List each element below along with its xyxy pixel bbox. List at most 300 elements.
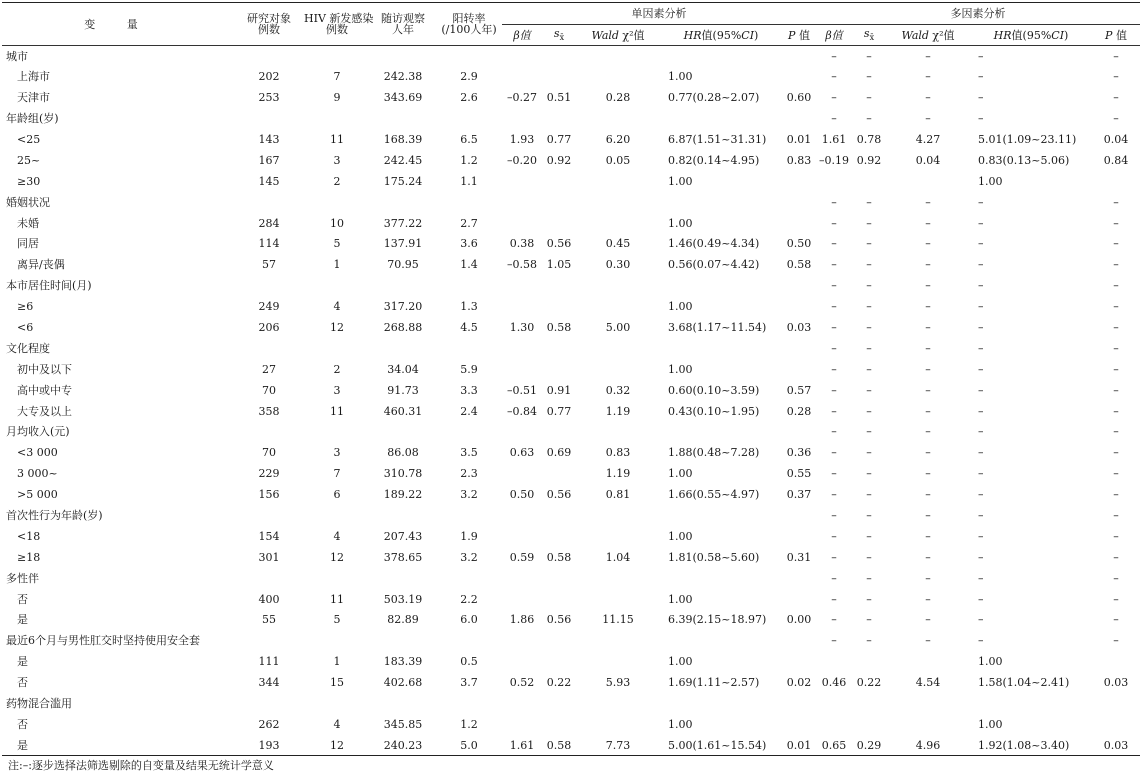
- cell-uni-se: [542, 463, 576, 484]
- cell-uni-beta: 0.38: [509, 237, 535, 251]
- cell-multi-hr: –: [978, 383, 984, 397]
- cell-multi-se: –: [866, 258, 872, 272]
- cell-rate: [436, 568, 502, 589]
- cell-multi-beta: [816, 693, 852, 714]
- cell-rate: 1.3: [460, 300, 478, 314]
- cell-uni-p: 0.58: [786, 258, 812, 272]
- cell-multi-wald: –: [925, 237, 931, 251]
- table-row: [2, 296, 1140, 317]
- cell-hiv-new: 1: [333, 258, 341, 272]
- table-group-row: [2, 422, 1140, 443]
- cell-uni-wald: [576, 693, 660, 714]
- cell-subjects: 193: [258, 738, 280, 752]
- cell-subjects: 358: [258, 404, 280, 418]
- cell-hiv-new: 7: [333, 70, 341, 84]
- cell-uni-beta: [502, 338, 542, 359]
- cell-multi-wald: –: [925, 70, 931, 84]
- cell-multi-hr: –: [978, 488, 984, 502]
- cell-multi-hr: 1.58(1.04~2.41): [978, 676, 1070, 690]
- row-label: 25~: [17, 153, 41, 167]
- row-label: 是: [17, 738, 28, 752]
- cell-person-years: [370, 568, 436, 589]
- cell-uni-hr: 0.60(0.10~3.59): [668, 383, 760, 397]
- cell-hiv-new: 6: [333, 488, 341, 502]
- header-multi-p: P 值: [1092, 25, 1140, 46]
- cell-uni-hr: 1.00: [668, 216, 693, 230]
- cell-person-years: 189.22: [383, 488, 423, 502]
- cell-uni-se: 0.58: [546, 550, 572, 564]
- cell-multi-beta: 0.65: [821, 738, 847, 752]
- cell-person-years: 137.91: [383, 237, 423, 251]
- row-label: 否: [17, 717, 28, 731]
- cell-uni-se: [542, 589, 576, 610]
- cell-uni-se: 0.91: [546, 383, 572, 397]
- table-group-row: [2, 505, 1140, 526]
- cell-person-years: 402.68: [383, 676, 423, 690]
- results-table: [2, 2, 1140, 756]
- cell-multi-p: –: [1113, 488, 1119, 502]
- row-label: <6: [17, 321, 34, 335]
- cell-multi-beta: –: [831, 341, 837, 355]
- cell-uni-beta: –0.27: [507, 91, 537, 105]
- cell-multi-wald: [886, 693, 970, 714]
- cell-uni-wald: [576, 505, 660, 526]
- cell-multi-hr: –: [978, 321, 984, 335]
- cell-multi-p: –: [1113, 425, 1119, 439]
- cell-multi-p: –: [1113, 216, 1119, 230]
- cell-uni-se: [542, 693, 576, 714]
- cell-multi-beta: –: [831, 613, 837, 627]
- cell-uni-hr: 1.00: [668, 300, 693, 314]
- cell-multi-wald: –: [925, 383, 931, 397]
- cell-multi-hr: –: [978, 467, 984, 481]
- cell-uni-p: [782, 108, 816, 129]
- cell-rate: [436, 46, 502, 67]
- header-uni-se: $s_{x̄}$: [542, 25, 576, 46]
- cell-subjects: 344: [258, 676, 280, 690]
- cell-hiv-new: 4: [333, 300, 341, 314]
- cell-multi-se: –: [866, 70, 872, 84]
- cell-multi-se: 0.22: [856, 676, 882, 690]
- cell-multi-wald: –: [925, 362, 931, 376]
- cell-multi-beta: –: [831, 509, 837, 523]
- cell-multi-se: [852, 651, 886, 672]
- cell-uni-hr: [660, 192, 782, 213]
- cell-rate: [436, 693, 502, 714]
- cell-uni-p: [782, 589, 816, 610]
- cell-hiv-new: 12: [330, 738, 344, 752]
- row-label: 是: [17, 613, 28, 627]
- cell-multi-hr: –: [978, 49, 984, 63]
- cell-subjects: [234, 108, 304, 129]
- cell-uni-beta: [502, 192, 542, 213]
- row-label: >5 000: [17, 488, 58, 502]
- header-uni-hr: HR值(95%CI): [660, 25, 782, 46]
- cell-multi-wald: –: [925, 488, 931, 502]
- row-label: 大专及以上: [17, 404, 72, 418]
- cell-multi-se: –: [866, 91, 872, 105]
- table-group-row: [2, 108, 1140, 129]
- cell-multi-p: –: [1113, 258, 1119, 272]
- cell-rate: 3.2: [460, 550, 478, 564]
- cell-uni-beta: [502, 505, 542, 526]
- table-row: [2, 87, 1140, 108]
- row-label: 婚姻状况: [6, 195, 50, 209]
- cell-multi-beta: [816, 714, 852, 735]
- cell-subjects: 55: [262, 613, 276, 627]
- cell-multi-p: [1092, 171, 1140, 192]
- cell-uni-hr: 1.81(0.58~5.60): [668, 550, 760, 564]
- cell-multi-se: –: [866, 467, 872, 481]
- cell-uni-p: 0.01: [786, 133, 812, 146]
- cell-multi-beta: [816, 171, 852, 192]
- cell-uni-hr: [660, 422, 782, 443]
- cell-multi-wald: –: [925, 49, 931, 63]
- cell-multi-wald: [886, 651, 970, 672]
- cell-uni-wald: [576, 568, 660, 589]
- cell-uni-p: 0.01: [786, 738, 812, 752]
- cell-multi-p: –: [1113, 195, 1119, 209]
- cell-uni-beta: [502, 46, 542, 67]
- cell-person-years: 175.24: [383, 174, 423, 188]
- cell-uni-wald: [576, 171, 660, 192]
- cell-multi-beta: –0.19: [819, 153, 849, 167]
- table-row: [2, 213, 1140, 234]
- cell-hiv-new: [304, 192, 370, 213]
- cell-uni-hr: 1.46(0.49~4.34): [668, 237, 760, 251]
- cell-uni-p: [782, 192, 816, 213]
- cell-uni-se: [542, 714, 576, 735]
- cell-uni-beta: [502, 463, 542, 484]
- cell-multi-wald: –: [925, 279, 931, 293]
- cell-uni-hr: 0.56(0.07~4.42): [668, 258, 760, 272]
- table-row: [2, 610, 1140, 631]
- cell-uni-se: 0.77: [546, 404, 572, 418]
- cell-multi-p: [1092, 714, 1140, 735]
- table-group-row: [2, 275, 1140, 296]
- cell-multi-se: –: [866, 550, 872, 564]
- header-multi-beta: β值: [816, 25, 852, 46]
- cell-uni-hr: 6.39(2.15~18.97): [668, 613, 767, 627]
- cell-subjects: 70: [262, 446, 276, 460]
- cell-subjects: [234, 192, 304, 213]
- cell-uni-p: [782, 568, 816, 589]
- cell-uni-p: [782, 422, 816, 443]
- cell-uni-beta: 1.93: [509, 133, 535, 146]
- cell-uni-hr: 5.00(1.61~15.54): [668, 738, 767, 752]
- cell-multi-p: 0.03: [1103, 676, 1129, 690]
- cell-uni-p: 0.83: [786, 153, 812, 167]
- cell-uni-hr: [660, 275, 782, 296]
- cell-rate: 2.4: [460, 404, 478, 418]
- cell-uni-wald: [576, 108, 660, 129]
- cell-hiv-new: 4: [333, 529, 341, 543]
- header-hiv-new: HIV 新发感染 例数: [304, 3, 370, 46]
- cell-multi-wald: –: [925, 613, 931, 627]
- cell-uni-beta: [502, 213, 542, 234]
- table-row: [2, 651, 1140, 672]
- row-label: 最近6个月与男性肛交时坚持使用安全套: [6, 634, 200, 648]
- cell-uni-hr: [660, 630, 782, 651]
- cell-subjects: 262: [258, 717, 280, 731]
- cell-multi-wald: –: [925, 571, 931, 585]
- cell-multi-se: –: [866, 592, 872, 606]
- cell-multi-se: –: [866, 321, 872, 335]
- row-label: 高中或中专: [17, 383, 72, 397]
- cell-rate: 1.4: [460, 258, 478, 272]
- cell-person-years: 345.85: [383, 717, 423, 731]
- cell-multi-beta: –: [831, 467, 837, 481]
- cell-uni-wald: 5.00: [605, 321, 631, 335]
- cell-uni-se: 0.56: [546, 488, 572, 502]
- cell-person-years: 503.19: [383, 592, 423, 606]
- cell-person-years: 268.88: [383, 321, 423, 335]
- cell-multi-hr: 5.01(1.09~23.11): [978, 133, 1077, 146]
- cell-hiv-new: 5: [333, 613, 341, 627]
- cell-multi-hr: –: [978, 404, 984, 418]
- cell-multi-hr: –: [978, 634, 984, 648]
- cell-uni-hr: 1.00: [668, 362, 693, 376]
- cell-person-years: 460.31: [383, 404, 423, 418]
- header-multivariate: 多因素分析: [816, 3, 1140, 25]
- cell-multi-se: –: [866, 279, 872, 293]
- cell-uni-p: [782, 359, 816, 380]
- cell-uni-hr: 1.00: [668, 655, 693, 669]
- cell-multi-se: –: [866, 529, 872, 543]
- cell-multi-wald: –: [925, 91, 931, 105]
- cell-multi-hr: –: [978, 195, 984, 209]
- cell-subjects: 249: [258, 300, 280, 314]
- cell-multi-beta: –: [831, 404, 837, 418]
- cell-multi-beta: –: [831, 383, 837, 397]
- cell-rate: [436, 630, 502, 651]
- cell-uni-p: 0.55: [786, 467, 812, 481]
- cell-multi-p: –: [1113, 404, 1119, 418]
- cell-uni-se: 0.58: [546, 321, 572, 335]
- cell-person-years: [370, 422, 436, 443]
- cell-multi-beta: –: [831, 425, 837, 439]
- cell-person-years: 34.04: [387, 362, 419, 376]
- cell-subjects: 70: [262, 383, 276, 397]
- cell-multi-beta: –: [831, 49, 837, 63]
- cell-uni-se: 1.05: [546, 258, 572, 272]
- cell-hiv-new: [304, 338, 370, 359]
- cell-person-years: 242.45: [383, 153, 423, 167]
- cell-subjects: 202: [258, 70, 280, 84]
- cell-multi-beta: –: [831, 300, 837, 314]
- cell-rate: [436, 505, 502, 526]
- cell-rate: 6.5: [460, 133, 478, 146]
- cell-multi-hr: –: [978, 258, 984, 272]
- cell-multi-hr: –: [978, 425, 984, 439]
- cell-rate: [436, 192, 502, 213]
- table-group-row: [2, 46, 1140, 67]
- cell-multi-p: –: [1113, 467, 1119, 481]
- table-group-row: [2, 338, 1140, 359]
- cell-uni-se: [542, 171, 576, 192]
- cell-multi-beta: –: [831, 529, 837, 543]
- cell-hiv-new: [304, 568, 370, 589]
- row-label: 初中及以下: [17, 362, 72, 376]
- cell-multi-p: –: [1113, 571, 1119, 585]
- cell-person-years: 242.38: [383, 70, 423, 84]
- cell-multi-wald: –: [925, 341, 931, 355]
- cell-uni-wald: 0.32: [605, 383, 631, 397]
- cell-uni-wald: [576, 213, 660, 234]
- table-header: [2, 3, 1140, 46]
- cell-multi-hr: –: [978, 91, 984, 105]
- cell-hiv-new: [304, 108, 370, 129]
- cell-multi-wald: –: [925, 258, 931, 272]
- cell-uni-p: 0.28: [786, 404, 812, 418]
- cell-multi-wald: –: [925, 425, 931, 439]
- cell-person-years: [370, 505, 436, 526]
- cell-uni-beta: –0.51: [507, 383, 537, 397]
- cell-multi-p: 0.04: [1103, 133, 1129, 146]
- cell-multi-se: –: [866, 341, 872, 355]
- cell-uni-se: 0.51: [546, 91, 572, 105]
- cell-multi-wald: –: [925, 446, 931, 460]
- cell-hiv-new: 15: [330, 676, 344, 690]
- cell-uni-beta: [502, 275, 542, 296]
- cell-hiv-new: 3: [333, 153, 341, 167]
- cell-person-years: [370, 275, 436, 296]
- cell-person-years: [370, 693, 436, 714]
- cell-hiv-new: [304, 693, 370, 714]
- cell-multi-hr: –: [978, 216, 984, 230]
- cell-uni-beta: –0.20: [507, 153, 537, 167]
- cell-multi-beta: –: [831, 571, 837, 585]
- cell-hiv-new: [304, 46, 370, 67]
- cell-uni-beta: [502, 630, 542, 651]
- cell-uni-hr: 1.88(0.48~7.28): [668, 446, 760, 460]
- cell-subjects: [234, 275, 304, 296]
- cell-person-years: [370, 108, 436, 129]
- header-subjects: 研究对象 例数: [234, 3, 304, 46]
- cell-uni-wald: 0.81: [605, 488, 631, 502]
- cell-subjects: 229: [258, 467, 280, 481]
- cell-subjects: 156: [258, 488, 280, 502]
- cell-uni-wald: 11.15: [602, 613, 634, 627]
- cell-uni-hr: 0.77(0.28~2.07): [668, 91, 760, 105]
- cell-multi-hr: –: [978, 529, 984, 543]
- cell-multi-wald: [886, 714, 970, 735]
- cell-multi-se: –: [866, 216, 872, 230]
- cell-multi-hr: 1.00: [978, 174, 1003, 188]
- cell-subjects: [234, 422, 304, 443]
- cell-subjects: [234, 568, 304, 589]
- cell-rate: [436, 108, 502, 129]
- cell-uni-p: 0.37: [786, 488, 812, 502]
- cell-multi-p: –: [1113, 613, 1119, 627]
- cell-multi-beta: 0.46: [821, 676, 847, 690]
- cell-uni-hr: [660, 46, 782, 67]
- cell-person-years: 86.08: [387, 446, 419, 460]
- cell-uni-se: 0.22: [546, 676, 572, 690]
- cell-multi-se: –: [866, 237, 872, 251]
- cell-uni-hr: [660, 693, 782, 714]
- cell-multi-beta: –: [831, 237, 837, 251]
- cell-subjects: [234, 505, 304, 526]
- cell-multi-se: –: [866, 300, 872, 314]
- cell-uni-wald: 1.04: [605, 550, 631, 564]
- cell-multi-wald: –: [925, 216, 931, 230]
- cell-uni-wald: [576, 192, 660, 213]
- cell-multi-hr: –: [978, 112, 984, 126]
- cell-uni-wald: 7.73: [605, 738, 631, 752]
- header-multi-se: $s_{x̄}$: [852, 25, 886, 46]
- cell-rate: 1.2: [460, 153, 478, 167]
- cell-multi-beta: –: [831, 550, 837, 564]
- row-label: 同居: [17, 237, 39, 251]
- table-row: [2, 484, 1140, 505]
- cell-uni-se: 0.92: [546, 153, 572, 167]
- cell-uni-p: 0.57: [786, 383, 812, 397]
- cell-uni-hr: [660, 108, 782, 129]
- cell-uni-p: [782, 338, 816, 359]
- cell-multi-beta: –: [831, 258, 837, 272]
- cell-uni-hr: [660, 338, 782, 359]
- cell-multi-p: 0.84: [1103, 153, 1129, 167]
- header-uni-beta: β值: [502, 25, 542, 46]
- cell-uni-se: [542, 213, 576, 234]
- cell-uni-hr: 1.00: [668, 174, 693, 188]
- cell-person-years: 168.39: [383, 133, 423, 146]
- cell-uni-se: 0.69: [546, 446, 572, 460]
- cell-hiv-new: 5: [333, 237, 341, 251]
- cell-uni-se: 0.56: [546, 237, 572, 251]
- table-row: [2, 526, 1140, 547]
- cell-person-years: 317.20: [383, 300, 423, 314]
- cell-person-years: 183.39: [383, 655, 423, 669]
- cell-multi-hr: –: [978, 300, 984, 314]
- row-label: <3 000: [17, 446, 58, 460]
- row-label: 是: [17, 655, 28, 669]
- cell-multi-hr: –: [978, 613, 984, 627]
- cell-multi-beta: –: [831, 446, 837, 460]
- row-label: 年龄组(岁): [6, 112, 59, 126]
- cell-uni-p: 0.36: [786, 446, 812, 460]
- cell-person-years: [370, 192, 436, 213]
- cell-multi-hr: 1.92(1.08~3.40): [978, 738, 1070, 752]
- cell-uni-se: [542, 108, 576, 129]
- cell-uni-beta: [502, 589, 542, 610]
- cell-multi-se: –: [866, 509, 872, 523]
- cell-uni-p: 0.50: [786, 237, 812, 251]
- cell-multi-se: [852, 693, 886, 714]
- cell-multi-beta: –: [831, 112, 837, 126]
- cell-rate: 2.7: [460, 216, 478, 230]
- row-label: 本市居住时间(月): [6, 279, 92, 293]
- table-row: [2, 317, 1140, 338]
- row-label: ≥18: [17, 550, 41, 564]
- table-group-row: [2, 693, 1140, 714]
- header-uni-p: P 值: [782, 25, 816, 46]
- cell-uni-wald: 0.05: [605, 153, 631, 167]
- cell-multi-hr: [970, 693, 1092, 714]
- cell-rate: 1.2: [460, 717, 478, 731]
- cell-hiv-new: 11: [330, 404, 344, 418]
- cell-multi-wald: –: [925, 592, 931, 606]
- row-label: <18: [17, 529, 41, 543]
- cell-person-years: 377.22: [383, 216, 423, 230]
- cell-subjects: [234, 693, 304, 714]
- cell-multi-p: –: [1113, 362, 1119, 376]
- cell-uni-wald: 0.45: [605, 237, 631, 251]
- cell-hiv-new: 3: [333, 383, 341, 397]
- cell-uni-p: [782, 275, 816, 296]
- cell-hiv-new: [304, 422, 370, 443]
